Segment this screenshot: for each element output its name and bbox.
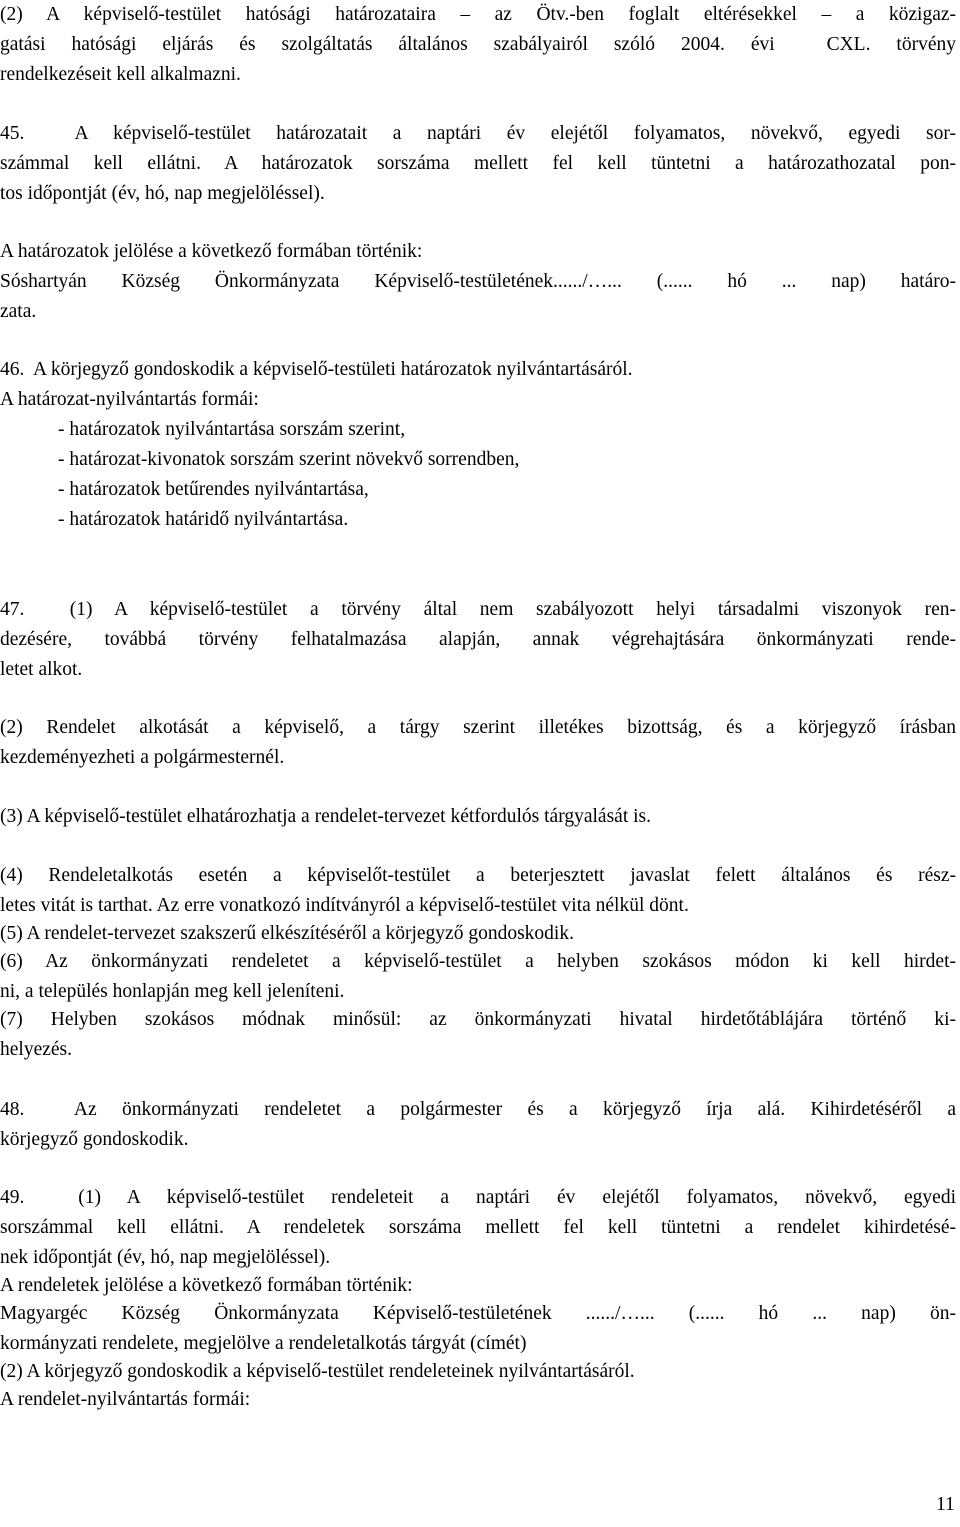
text-line: zata. [0,301,37,322]
text-line: (7) Helyben szokásos módnak minősül: az önkormányzati hivatal hirdetőtáblájára történő ki- [0,1009,956,1030]
text-line: Magyargéc Község Önkormányzata Képviselő-testületének ....../…... (...... hó ... nap) ön- [0,1303,956,1324]
text-line: 49. (1) A képviselő-testület rendeleteit a naptári év elejétől folyamatos, növekvő, egyedi [0,1187,956,1208]
text-line: helyezés. [0,1039,73,1060]
text-line: (2) Rendelet alkotását a képviselő, a tárgy szerint illetékes bizottság, és a körjegyző írásban [0,717,956,738]
text-line: (2) A körjegyző gondoskodik a képviselő-testület rendeleteinek nyilvántartásáról. [0,1361,635,1382]
text-line: tos időpontját (év, hó, nap megjelöléssel). [0,183,325,204]
text-line: 45. A képviselő-testület határozatait a naptári év elejétől folyamatos, növekvő, egyedi sor- [0,123,956,144]
text-line: (2) A képviselő-testület hatósági határozataira – az Ötv.-ben foglalt eltérésekkel – a közigaz- [0,4,956,25]
text-line: Sóshartyán Község Önkormányzata Képviselő-testületének....../…... (...... hó ... nap) határo- [0,271,956,292]
text-line: gatási hatósági eljárás és szolgáltatás általános szabályairól szóló 2004. évi CXL. törvény [0,34,956,55]
text-line: körjegyző gondoskodik. [0,1129,189,1150]
text-line: A rendeletek jelölése a következő formában történik: [0,1275,413,1296]
list-item: - határozat-kivonatok sorszám szerint növekvő sorrendben, [58,449,520,470]
text-line: kezdeményezheti a polgármesternél. [0,747,285,768]
list-item: - határozatok betűrendes nyilvántartása, [58,479,369,500]
text-line: letet alkot. [0,659,83,680]
text-line: dezésére, továbbá törvény felhatalmazása alapján, annak végrehajtására önkormányzati rende- [0,629,956,650]
text-line: letes vitát is tarthat. Az erre vonatkozó indítványról a képviselő-testület vita nélkül dönt. [0,895,689,916]
text-line: 46. A körjegyző gondoskodik a képviselő-testületi határozatok nyilvántartásáról. [0,359,633,380]
text-line: számmal kell ellátni. A határozatok sorszáma mellett fel kell tüntetni a határozathozatal pon- [0,153,956,174]
text-line: nek időpontját (év, hó, nap megjelöléssel). [0,1247,331,1268]
text-line: (4) Rendeletalkotás esetén a képviselőt-testület a beterjesztett javaslat felett általános és rész- [0,865,956,886]
text-line: A határozatok jelölése a következő formában történik: [0,241,423,262]
text-line: (3) A képviselő-testület elhatározhatja a rendelet-tervezet kétfordulós tárgyalását is. [0,806,652,827]
text-line: rendelkezéseit kell alkalmazni. [0,64,241,85]
page-number: 11 [936,1494,955,1515]
text-line: kormányzati rendelete, megjelölve a rendeletalkotás tárgyát (címét) [0,1333,527,1354]
list-item: - határozatok nyilvántartása sorszám szerint, [58,419,406,440]
list-item: - határozatok határidő nyilvántartása. [58,509,349,530]
text-line: 47. (1) A képviselő-testület a törvény által nem szabályozott helyi társadalmi viszonyok ren- [0,599,956,620]
text-line: (5) A rendelet-tervezet szakszerű elkészítéséről a körjegyző gondoskodik. [0,923,574,944]
text-line: A rendelet-nyilvántartás formái: [0,1389,251,1410]
text-line: A határozat-nyilvántartás formái: [0,389,259,410]
text-line: ni, a település honlapján meg kell jeleníteni. [0,981,345,1002]
text-line: sorszámmal kell ellátni. A rendeletek sorszáma mellett fel kell tüntetni a rendelet kihirdetésé- [0,1217,956,1238]
text-line: 48. Az önkormányzati rendeletet a polgármester és a körjegyző írja alá. Kihirdetéséről a [0,1099,956,1120]
text-line: (6) Az önkormányzati rendeletet a képviselő-testület a helyben szokásos módon ki kell hirdet- [0,951,956,972]
